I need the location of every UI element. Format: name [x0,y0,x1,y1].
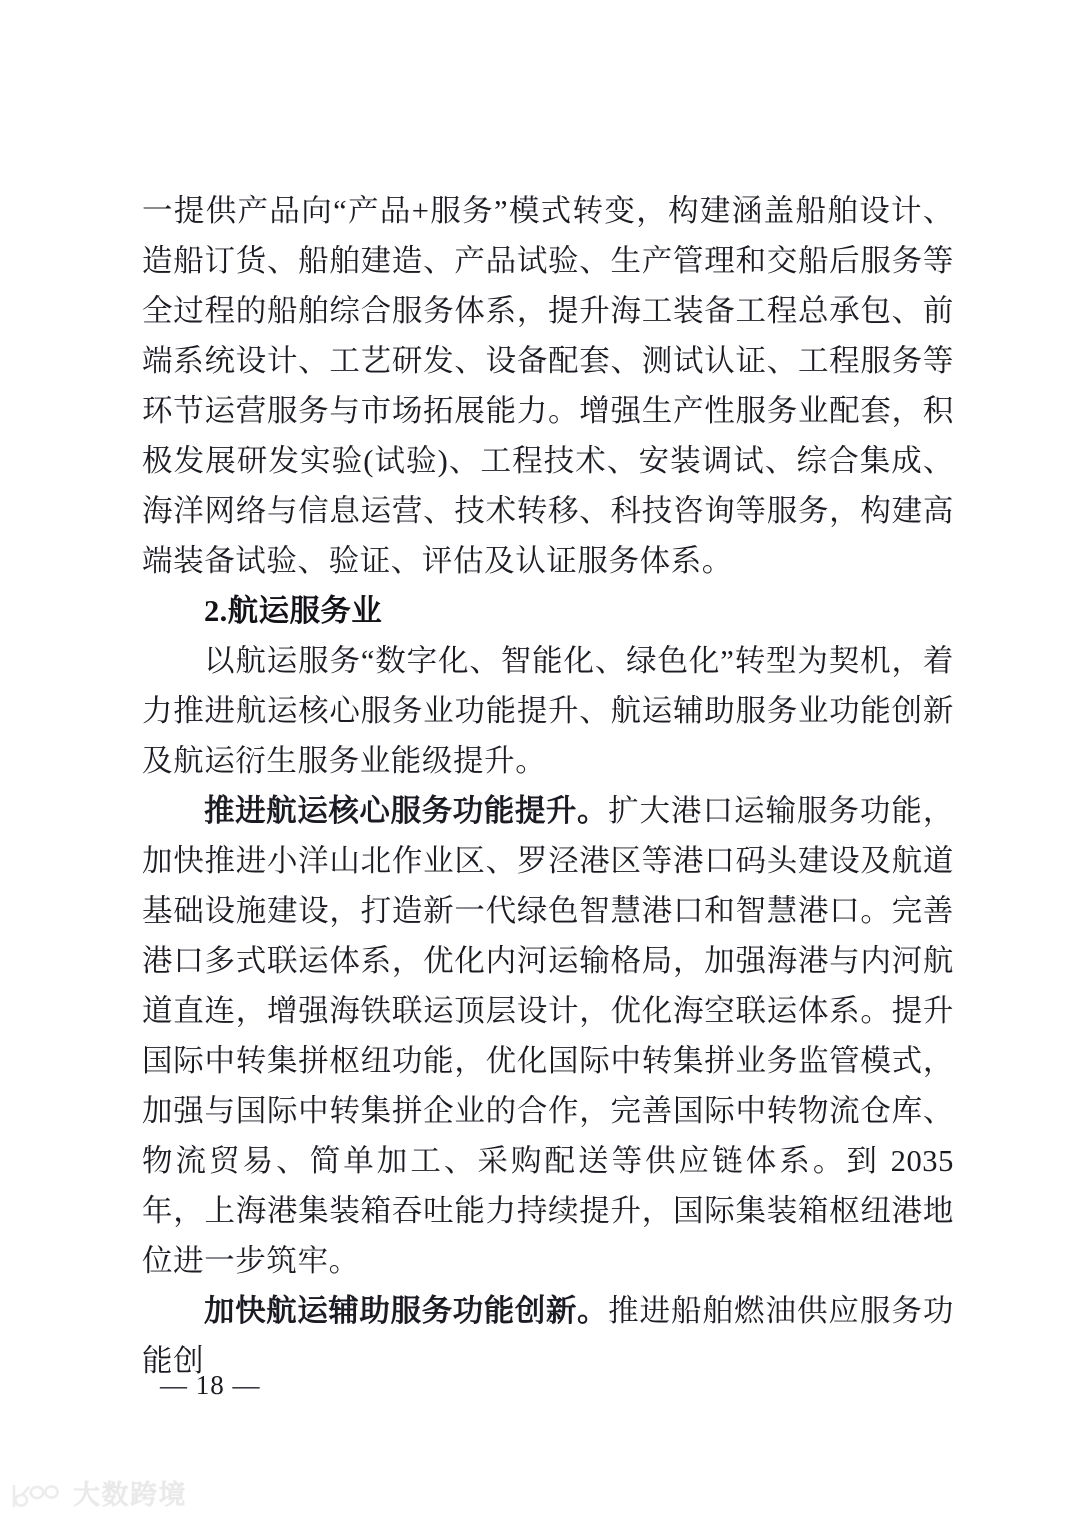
big-data-cross-border-logo-icon [10,1481,66,1511]
paragraph-body-core-service-upgrade: 扩大港口运输服务功能，加快推进小洋山北作业区、罗泾港区等港口码头建设及航道基础设施建设，打造新一代绿色智慧港口和智慧港口。完善港口多式联运体系，优化内河运输格局，加强海港与内河航道直连，增强海铁联运顶层设计，优化海空联运体系。提升国际中转集拼枢纽功能，优化国际中转集拼业务监管模式，加强与国际中转集拼企业的合作，完善国际中转物流仓库、物流贸易、简单加工、采购配送等供应链体系。到 2035 年，上海港集装箱吞吐能力持续提升，国际集装箱枢纽港地位进一步筑牢。 [142,794,954,1278]
heading-shipping-service-industry: 2.航运服务业 [204,594,383,628]
paragraph-product-to-service: 一提供产品向“产品+服务”模式转变，构建涵盖船舶设计、造船订货、船舶建造、产品试验、生产管理和交船后服务等全过程的船舶综合服务体系，提升海工装备工程总承包、前端系统设计、工艺研发、设备配套、测试认证、工程服务等环节运营服务与市场拓展能力。增强生产性服务业配套，积极发展研发实验(试验)、工程技术、安装调试、综合集成、海洋网络与信息运营、技术转移、科技咨询等服务，构建高端装备试验、验证、评估及认证服务体系。 [142,194,954,578]
paragraph-core-service-upgrade [142,786,954,1286]
paragraph-lead-auxiliary-service-innovation: 加快航运辅助服务功能创新。 [204,1294,609,1328]
paragraph-auxiliary-service-innovation [142,1286,954,1386]
watermark-label: 大数跨境 [73,1480,187,1511]
watermark [10,1481,187,1511]
paragraph-shipping-service-intro: 以航运服务“数字化、智能化、绿色化”转型为契机，着力推进航运核心服务业功能提升、航运辅助服务业功能创新及航运衍生服务业能级提升。 [142,644,954,778]
page-number: — 18 — [160,1370,261,1400]
paragraph-body-auxiliary-service-innovation: 推进船舶燃油供应服务功能创 [142,1294,954,1378]
paragraph-lead-core-service-upgrade: 推进航运核心服务功能提升。 [204,794,609,828]
page-content [142,186,954,1386]
